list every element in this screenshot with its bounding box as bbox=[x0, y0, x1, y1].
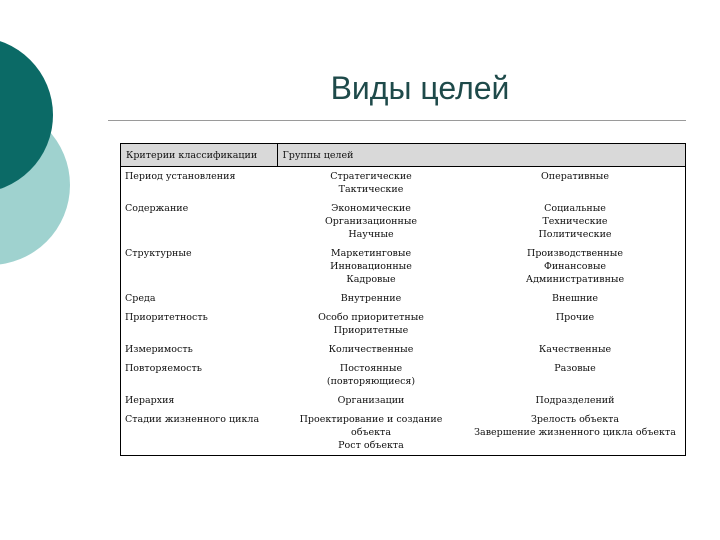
group-cell-first bbox=[277, 391, 465, 410]
criterion-cell: Иерархия bbox=[121, 391, 278, 410]
table-body bbox=[121, 167, 686, 456]
group-item: Организационные bbox=[324, 216, 418, 227]
group-item: Технические bbox=[542, 216, 608, 227]
group-item: (повторяющиеся) bbox=[326, 376, 416, 387]
header-groups: Группы целей bbox=[277, 144, 686, 167]
group-cell-first bbox=[277, 410, 465, 456]
group-item: Тактические bbox=[338, 184, 404, 195]
group-cell-first bbox=[277, 340, 465, 359]
slide-title: Виды целей bbox=[330, 70, 510, 106]
group-item: Внешние bbox=[551, 293, 599, 304]
table-row bbox=[121, 308, 686, 340]
group-item: Инновационные bbox=[330, 261, 412, 272]
group-cell-second bbox=[465, 340, 686, 359]
group-cell-second bbox=[465, 199, 686, 244]
table-header-row bbox=[121, 144, 686, 167]
group-cell-second bbox=[465, 308, 686, 340]
group-item: Административные bbox=[525, 274, 625, 285]
group-cell-first bbox=[277, 308, 465, 340]
group-cell-first bbox=[277, 359, 465, 391]
header-criteria: Критерии классификации bbox=[121, 144, 278, 167]
table-row bbox=[121, 199, 686, 244]
group-item: Подразделений bbox=[535, 395, 615, 406]
criterion-cell: Приоритетность bbox=[121, 308, 278, 340]
table-row bbox=[121, 167, 686, 200]
group-item: Зрелость объекта bbox=[530, 414, 620, 425]
group-item: Стратегические bbox=[330, 171, 412, 182]
group-cell-second bbox=[465, 289, 686, 308]
group-item: Политические bbox=[538, 229, 612, 240]
group-item: Приоритетные bbox=[333, 325, 409, 336]
group-cell-first bbox=[277, 289, 465, 308]
group-item: Организации bbox=[337, 395, 405, 406]
group-item: Рост объекта bbox=[338, 440, 404, 451]
group-item: Завершение жизненного цикла объекта bbox=[474, 427, 676, 438]
table-row bbox=[121, 289, 686, 308]
group-cell-first bbox=[277, 244, 465, 289]
decorative-circles bbox=[0, 0, 120, 300]
criterion-cell: Стадии жизненного цикла bbox=[121, 410, 278, 456]
criterion-cell: Структурные bbox=[121, 244, 278, 289]
group-item: Научные bbox=[348, 229, 394, 240]
group-item: Финансовые bbox=[543, 261, 607, 272]
criterion-cell: Измеримость bbox=[121, 340, 278, 359]
group-item: Качественные bbox=[538, 344, 612, 355]
group-cell-second bbox=[465, 244, 686, 289]
group-item: Количественные bbox=[328, 344, 414, 355]
group-item: Постоянные bbox=[339, 363, 403, 374]
group-item: Особо приоритетные bbox=[318, 312, 424, 323]
group-cell-first bbox=[277, 199, 465, 244]
table-row bbox=[121, 410, 686, 456]
group-item: Оперативные bbox=[541, 171, 609, 182]
group-cell-first bbox=[277, 167, 465, 200]
group-item: Разовые bbox=[554, 363, 596, 374]
group-item: Проектирование и создание объекта bbox=[299, 414, 443, 438]
table-row bbox=[121, 359, 686, 391]
criterion-cell: Повторяемость bbox=[121, 359, 278, 391]
group-cell-second bbox=[465, 167, 686, 200]
criterion-cell: Среда bbox=[121, 289, 278, 308]
table-row bbox=[121, 391, 686, 410]
table-row bbox=[121, 244, 686, 289]
criterion-cell: Период установления bbox=[121, 167, 278, 200]
decorative-circles-graphic bbox=[0, 0, 120, 300]
group-item: Внутренние bbox=[340, 293, 402, 304]
title-divider bbox=[108, 120, 686, 121]
group-item: Маркетинговые bbox=[330, 248, 412, 259]
goals-table bbox=[120, 143, 686, 456]
group-item: Прочие bbox=[555, 312, 595, 323]
group-cell-second bbox=[465, 391, 686, 410]
criterion-cell: Содержание bbox=[121, 199, 278, 244]
group-item: Кадровые bbox=[346, 274, 396, 285]
group-item: Социальные bbox=[544, 203, 606, 214]
table-row bbox=[121, 340, 686, 359]
group-cell-second bbox=[465, 410, 686, 456]
group-item: Производственные bbox=[527, 248, 623, 259]
group-cell-second bbox=[465, 359, 686, 391]
group-item: Экономические bbox=[331, 203, 411, 214]
